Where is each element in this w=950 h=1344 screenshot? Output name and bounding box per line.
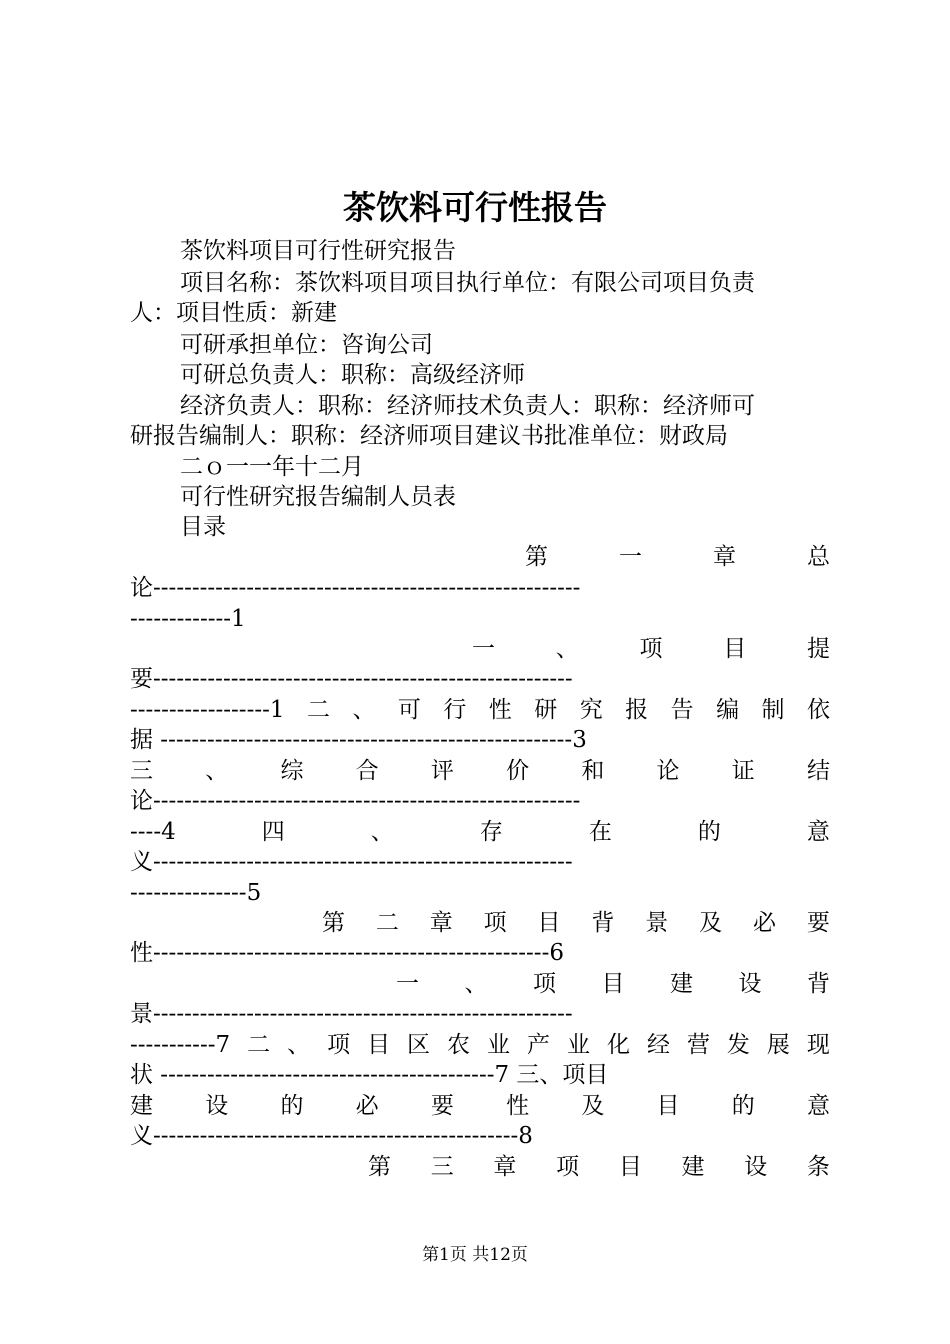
toc-row-18: 状 -------------------------------------------7 三、项目 xyxy=(130,1062,609,1088)
toc-glyph: 二 xyxy=(247,1032,271,1058)
toc-glyph: 、 xyxy=(352,697,376,723)
toc-glyph: 性 xyxy=(488,697,512,723)
toc-glyph: 的 xyxy=(731,1093,755,1119)
toc-glyph: 结 xyxy=(806,758,830,784)
toc-row-6 xyxy=(130,695,830,725)
toc-glyph: 总 xyxy=(807,544,830,570)
toc-glyph: 项 xyxy=(556,1154,580,1180)
line-1: 茶饮料项目可行性研究报告 xyxy=(180,238,456,264)
toc-row-8 xyxy=(130,756,830,786)
toc-glyph: 第 xyxy=(322,910,345,936)
toc-glyph: 研 xyxy=(534,697,558,723)
toc-glyph: 设 xyxy=(744,1154,768,1180)
toc-glyph: 证 xyxy=(731,758,755,784)
toc-glyph: 产 xyxy=(527,1032,550,1058)
toc-row-20: 义-----------------------------------------------8 xyxy=(130,1123,533,1149)
toc-glyph: 项 xyxy=(483,910,507,936)
toc-glyph: 背 xyxy=(807,971,830,997)
toc-glyph: 四 xyxy=(261,819,285,845)
toc-glyph: 提 xyxy=(807,636,830,662)
toc-glyph: 论 xyxy=(656,758,680,784)
toc-glyph: 景 xyxy=(645,910,669,936)
toc-glyph: 制 xyxy=(761,697,785,723)
toc-glyph: 条 xyxy=(806,1154,830,1180)
toc-glyph: ------------------1 xyxy=(130,697,285,723)
toc-row-19 xyxy=(130,1091,830,1121)
toc-glyph: 发 xyxy=(726,1032,750,1058)
toc-glyph: 建 xyxy=(670,971,693,997)
toc-glyph: 一 xyxy=(396,971,419,997)
toc-glyph: 价 xyxy=(506,758,530,784)
toc-glyph: 第 xyxy=(368,1154,391,1180)
toc-glyph: 要 xyxy=(806,910,830,936)
toc-glyph: 目 xyxy=(537,910,561,936)
toc-glyph: 化 xyxy=(606,1032,630,1058)
toc-glyph: 二 xyxy=(375,910,399,936)
toc-row-12: ---------------5 xyxy=(130,880,262,906)
toc-glyph: 一 xyxy=(472,636,495,662)
toc-row-14: 性---------------------------------------------------6 xyxy=(130,940,564,966)
toc-glyph: 章 xyxy=(713,544,736,570)
toc-glyph: 合 xyxy=(355,758,379,784)
toc-glyph: 要 xyxy=(430,1093,454,1119)
toc-glyph: 第 xyxy=(525,544,548,570)
toc-glyph: 、 xyxy=(370,819,394,845)
toc-row-21 xyxy=(368,1152,830,1182)
toc-row-11: 义------------------------------------------------------ xyxy=(130,849,573,875)
toc-glyph: 业 xyxy=(487,1032,511,1058)
line-8: 二ｏ一一年十二月 xyxy=(180,454,364,480)
toc-glyph: 综 xyxy=(280,758,304,784)
toc-glyph: 究 xyxy=(579,697,603,723)
toc-glyph: 目 xyxy=(367,1032,391,1058)
toc-glyph: 建 xyxy=(130,1093,153,1119)
toc-glyph: 可 xyxy=(397,697,421,723)
toc-glyph: 农 xyxy=(447,1032,471,1058)
toc-glyph: 展 xyxy=(766,1032,790,1058)
toc-row-4 xyxy=(472,634,830,664)
toc-glyph: 性 xyxy=(506,1093,530,1119)
line-6: 经济负责人：职称：经济师技术负责人：职称：经济师可 xyxy=(180,393,755,419)
toc-glyph: 营 xyxy=(686,1032,710,1058)
toc-glyph: 现 xyxy=(806,1032,830,1058)
toc-glyph: -----------7 xyxy=(130,1032,231,1058)
toc-glyph: 背 xyxy=(591,910,615,936)
toc-glyph: 目 xyxy=(656,1093,680,1119)
toc-glyph: 设 xyxy=(738,971,762,997)
toc-glyph: 必 xyxy=(753,910,776,936)
toc-glyph: 区 xyxy=(407,1032,431,1058)
toc-row-13 xyxy=(322,908,830,938)
toc-glyph: 、 xyxy=(464,971,488,997)
toc-glyph: 、 xyxy=(205,758,229,784)
toc-glyph: 目 xyxy=(601,971,625,997)
toc-row-15 xyxy=(396,969,830,999)
toc-row-16: 景------------------------------------------------------ xyxy=(130,1001,573,1027)
toc-glyph: 依 xyxy=(806,697,830,723)
toc-glyph: 项 xyxy=(327,1032,351,1058)
toc-glyph: 评 xyxy=(430,758,454,784)
toc-glyph: 一 xyxy=(619,544,642,570)
toc-glyph: 意 xyxy=(806,819,830,845)
toc-row-5: 要------------------------------------------------------ xyxy=(130,666,573,692)
toc-glyph: 目 xyxy=(723,636,747,662)
toc-row-9: 论------------------------------------------------------- xyxy=(130,788,581,814)
line-10: 目录 xyxy=(180,514,226,540)
toc-glyph: 、 xyxy=(555,636,579,662)
toc-glyph: 在 xyxy=(588,819,612,845)
toc-glyph: 三 xyxy=(430,1154,454,1180)
toc-glyph: 三 xyxy=(130,758,153,784)
toc-glyph: 业 xyxy=(566,1032,590,1058)
toc-row-1 xyxy=(525,542,830,572)
toc-glyph: 存 xyxy=(479,819,503,845)
toc-glyph: 必 xyxy=(355,1093,379,1119)
toc-glyph: 建 xyxy=(681,1154,705,1180)
toc-glyph: 、 xyxy=(287,1032,311,1058)
toc-row-3: -------------1 xyxy=(130,606,246,632)
toc-glyph: 的 xyxy=(697,819,721,845)
toc-glyph: 行 xyxy=(443,697,467,723)
toc-glyph: 章 xyxy=(493,1154,517,1180)
toc-glyph: 及 xyxy=(581,1093,605,1119)
toc-glyph: 章 xyxy=(429,910,453,936)
toc-glyph: 项 xyxy=(533,971,556,997)
toc-glyph: 目 xyxy=(618,1154,642,1180)
toc-glyph: 的 xyxy=(280,1093,304,1119)
line-3: 人：项目性质：新建 xyxy=(130,300,337,326)
toc-glyph: ----4 xyxy=(130,819,176,845)
toc-row-10 xyxy=(130,817,830,847)
toc-glyph: 项 xyxy=(639,636,663,662)
line-9: 可行性研究报告编制人员表 xyxy=(180,484,456,510)
toc-row-7: 据 -----------------------------------------------------3 xyxy=(130,727,587,753)
line-7: 研报告编制人：职称：经济师项目建议书批准单位：财政局 xyxy=(130,423,728,449)
toc-row-17 xyxy=(130,1030,830,1060)
toc-glyph: 编 xyxy=(716,697,740,723)
doc-title: 茶饮料可行性报告 xyxy=(343,188,607,227)
toc-glyph: 设 xyxy=(205,1093,229,1119)
toc-glyph: 和 xyxy=(581,758,605,784)
line-2: 项目名称：茶饮料项目项目执行单位：有限公司项目负责 xyxy=(180,270,755,296)
line-5: 可研总负责人：职称：高级经济师 xyxy=(180,362,525,388)
line-4: 可研承担单位：咨询公司 xyxy=(180,332,433,358)
toc-row-2: 论------------------------------------------------------- xyxy=(130,575,581,601)
toc-glyph: 报 xyxy=(625,697,649,723)
toc-glyph: 意 xyxy=(806,1093,830,1119)
toc-glyph: 及 xyxy=(699,910,723,936)
page-footer: 第1页 共12页 xyxy=(422,1245,528,1265)
toc-glyph: 告 xyxy=(670,697,694,723)
toc-glyph: 经 xyxy=(646,1032,670,1058)
toc-glyph: 二 xyxy=(306,697,330,723)
